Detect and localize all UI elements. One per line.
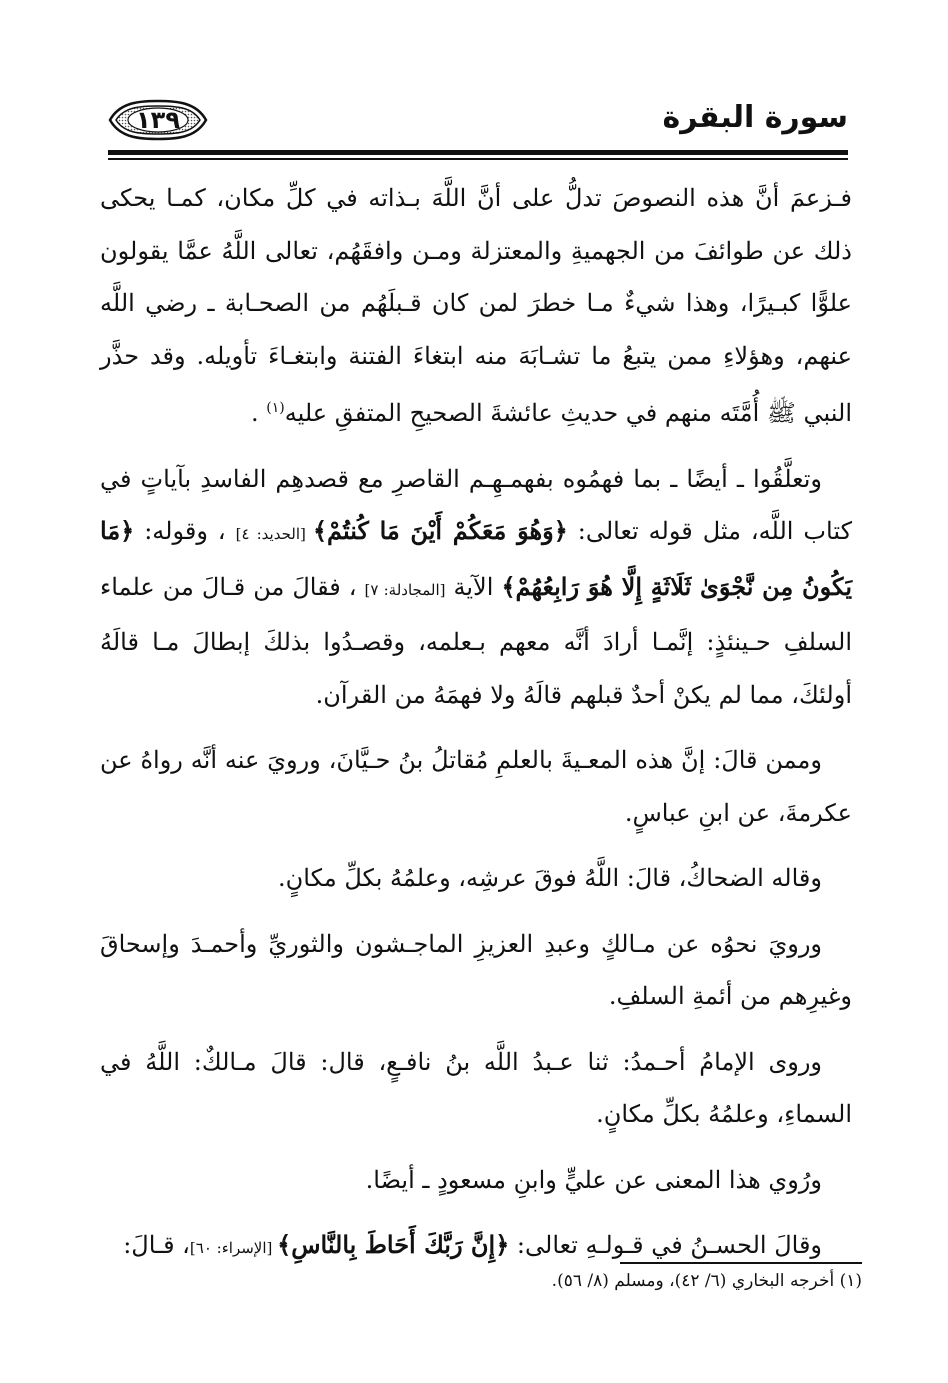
quran-verse: ﴿وَهُوَ مَعَكُمْ أَيْنَ مَا كُنتُمْ﴾ xyxy=(312,516,568,545)
footnote-1: (١) أخرجه البخاري (٦/ ٤٢)، ومسلم (٨/ ٥٦). xyxy=(551,1271,862,1291)
paragraph-1 xyxy=(100,172,852,440)
page-number: ١٣٩ xyxy=(136,106,180,134)
verse-reference: [الحديد: ٤] xyxy=(235,525,313,543)
paragraph-text: ، قـالَ: xyxy=(123,1231,190,1259)
paragraph-text: ، وقوله: xyxy=(134,517,236,545)
paragraph-2 xyxy=(100,453,852,722)
paragraph-text: وتعلَّقُوا ـ أيضًا ـ بما فهمُوه بفهمـهِـم القاصرِ مع قصدهِم الفاسدِ بآياتٍ في كتاب اللَّه، مثل قوله تعالى: xyxy=(100,464,852,545)
footnote-separator xyxy=(620,1262,862,1264)
paragraph-text: وروى الإمامُ أحـمدُ: ثنا عـبدُ اللَّه بنُ نافـعٍ، قال: قالَ مـالكٌ: اللَّهُ في السماءِ، وعلمُهُ بكلِّ مكانٍ. xyxy=(100,1047,852,1128)
paragraph-tail: . xyxy=(250,399,267,427)
paragraph-text: وقالَ الحسـنُ في قـولـهِ تعالى: xyxy=(509,1231,822,1259)
paragraph-5 xyxy=(100,918,852,1023)
paragraph-text: ورويَ نحوُه عن مـالكٍ وعبدِ العزيزِ الماجـشون والثوريِّ وأحمـدَ وإسحاقَ وغيرِهم من أئمةِ السلفِ. xyxy=(100,929,852,1010)
header-rule-thin xyxy=(108,158,848,160)
page-header xyxy=(106,92,848,152)
surah-title: سورة البقرة xyxy=(662,100,848,135)
body-text xyxy=(100,172,852,1288)
paragraph-text: الآية xyxy=(445,572,502,601)
paragraph-text: ورُوي هذا المعنى عن عليٍّ وابنِ مسعودٍ ـ أيضًا. xyxy=(365,1165,822,1194)
paragraph-6 xyxy=(100,1036,852,1141)
quran-verse: ﴿إِنَّ رَبَّكَ أَحَاطَ بِالنَّاسِ﴾ xyxy=(277,1230,510,1259)
paragraph-3 xyxy=(100,734,852,839)
paragraph-text: وممن قالَ: إنَّ هذه المعـيةَ بالعلمِ مُقاتلُ بنُ حـيَّانَ، ورويَ عنه أنَّه رواهُ عن عكرمةَ، عن ابنِ عباسٍ. xyxy=(100,746,852,827)
verse-reference: [الإسراء: ٦٠] xyxy=(189,1239,278,1257)
header-rule-thick xyxy=(108,150,848,155)
paragraph-7 xyxy=(100,1154,852,1207)
paragraph-text: فـزعمَ أنَّ هذه النصوصَ تدلُّ على أنَّ اللَّهَ بـذاته في كلِّ مكان، كمـا يحكى ذلك عن طوائفَ من الجهميةِ والمعتزلة ومـن وافقَهُم، تعالى اللَّهُ عمَّا يقولون علوًّا كبـيرًا، وهذا شيءٌ مـا خطرَ لمن كان قـبلَهُم من الصحـابة ـ رضي اللَّه عنهم، وهؤلاءِ ممن يتبعُ ما تشـابَهَ منه ابتغاءَ الفتنة وابتغـاءَ تأويله. وقد حذَّر النبي ﷺ أُمَّتَه منهم في حديثِ عائشةَ الصحيحِ المتفقِ عليه xyxy=(100,184,852,427)
paragraph-text: وقاله الضحاكُ، قالَ: اللَّهُ فوقَ عرشِه، وعلمُهُ بكلِّ مكانٍ. xyxy=(278,864,822,892)
quran-verse: ﴿مَا يَكُونُ مِن نَّجْوَىٰ ثَلَاثَةٍ إِلَّا هُوَ رَابِعُهُمْ﴾ xyxy=(100,516,852,601)
paragraph-4 xyxy=(100,852,852,905)
paragraph-text: ، فقالَ من قـالَ من علماء السلفِ حـينئذٍ: إنَّمـا أرادَ أنَّه معهم بـعلمه، وقصـدُوا بذلكَ إبطالَ مـا قالَهُ أولئكَ، مما لم يكنْ أحدٌ قبلهم قالَهُ ولا فهمَهُ من القرآن. xyxy=(100,572,852,709)
page-number-badge xyxy=(106,98,210,142)
footnote-marker[interactable]: (١) xyxy=(266,400,285,416)
verse-reference: [المجادلة: ٧] xyxy=(364,580,446,599)
